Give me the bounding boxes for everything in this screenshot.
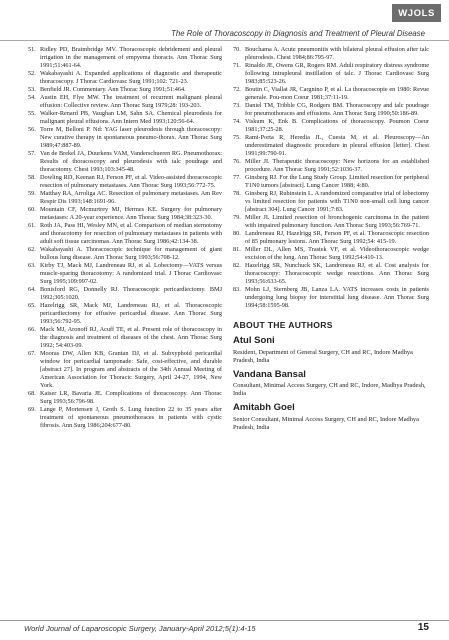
reference-text: Bonisford RG, Donnelly RJ. Thoracoscopic pericardiectomy. BMJ 1992;305:1020. [40, 286, 222, 302]
reference-text: Rinaldo JE, Owens GR, Rogers RM. Adult respiratory distress syndrome following intrapleural instillation of talc. J Thorac Cardiovasc Surg 1983;85:523-26. [245, 62, 429, 85]
reference-number: 77. [233, 174, 241, 182]
reference-text: Miller DL, Allen MS, Trastek VF, et al. Videothoracoscopic wedge excision of the lung. Ann Thorac Surg 1992;54:410-13. [245, 246, 429, 262]
reference-text: Ginsberg RJ, Rubinstein L. A randomized comparative trial of lobectomy vs limited resection for patients with T1N0 non-small cell lung cancer [abstract 304]. Lung Cancer 1991;7:83. [245, 190, 429, 213]
reference-number: 69. [28, 406, 36, 413]
about-authors-heading: ABOUT THE AUTHORS [233, 319, 333, 330]
left-column [28, 46, 222, 430]
reference-item [233, 214, 429, 230]
page-header [0, 0, 449, 28]
reference-item [233, 62, 429, 86]
right-column [233, 46, 429, 436]
reference-item [28, 286, 222, 302]
reference-number: 75. [233, 134, 241, 142]
reference-item [233, 230, 429, 246]
reference-item [28, 222, 222, 246]
reference-number: 63. [28, 262, 36, 270]
reference-number: 70. [233, 46, 241, 53]
reference-item [28, 206, 222, 222]
reference-number: 80. [233, 230, 241, 238]
reference-number: 51. [28, 46, 36, 53]
reference-item [28, 126, 222, 150]
reference-text: Mooras DW, Allen KB, Grantan DJ, et al. Subxyphoid pericardial window for pericardial tamponade: Safe, cost-effective, and durable [abstract 27]. In program and abstracts of the 34th Annual Meeting of American Association for Thoracic Surgery, April 24-27, 1994, New York. [40, 350, 222, 389]
author-affiliation: Resident, Department of General Surgery, CH and RC, Indore Madhya Pradesh, India [233, 348, 413, 364]
reference-text: Miller JI. Therapeutic thoracoscopy: New horizons for an established procedure. Ann Thorac Surg 1991;52:1036-37. [245, 158, 429, 173]
reference-item [28, 406, 222, 430]
reference-number: 58. [28, 174, 36, 182]
footer-divider [0, 620, 449, 621]
reference-item [233, 46, 429, 62]
reference-item [233, 134, 429, 158]
reference-number: 83. [233, 286, 241, 294]
reference-text: Viskum K, Enk B. Complications of thoracoscopy. Poumon Coeur 1981;37:25-28. [245, 118, 429, 133]
reference-item [28, 390, 222, 406]
reference-item [28, 94, 222, 110]
reference-number: 64. [28, 286, 36, 294]
author-affiliation: Senior Consultant, Minimal Access Surgery, CH and RC, Indore Madhya Pradesh, India [233, 416, 419, 432]
reference-number: 55. [28, 110, 36, 118]
reference-text: Walker-Renard PB, Vaughan LM, Sahn SA. Chemical pleurodesis for malignant pleural effusions. Ann Intern Med 1993;120:56-64. [40, 110, 222, 126]
reference-item [28, 70, 222, 86]
reference-text: Kaiser LR, Bavaria JE. Complications of thoracoscopy. Ann Thorac Surg 1993;56:796-98. [40, 389, 222, 405]
reference-item [28, 174, 222, 190]
reference-item [28, 150, 222, 174]
reference-text: Kirby TJ, Mack MJ, Landreneau RJ, et al. Lobectomy—VATS versus muscle-sparing thoracotomy: A randomized trial. J Thorac Cardiovasc Surg 1995;109:997-02. [40, 262, 222, 286]
reference-text: Van de Brekel JA, Duurkens VAM, Vanderschueren RG. Pneumothorax: Results of thoracoscopy and pleurodesis with talc poudrage and thoracotomy. Chest 1993;103:345-48. [40, 150, 222, 173]
reference-number: 61. [28, 222, 36, 230]
reference-number: 82. [233, 262, 241, 270]
journal-badge: WJOLS [392, 4, 441, 22]
reference-text: Bouchama A. Acute pneumonitis with bilateral pleural effusion after talc pleurodesis. Chest 1984;86:795-97. [245, 46, 429, 61]
reference-number: 57. [28, 150, 36, 158]
reference-text: Ridley PD, Braimbridge MV. Thoracoscopic debridement and pleural irrigation in the management of empyema thoracis. Ann Thorac Surg 1991;51:461-64. [40, 46, 222, 69]
reference-item [233, 286, 429, 310]
running-title: The Role of Thoracoscopy in Diagnosis and Treatment of Pleural Disease [171, 29, 425, 38]
author-block [233, 368, 429, 399]
reference-item [28, 326, 222, 350]
reference-text: Miller JI. Limited resection of bronchogenic carcinoma in the patient with impaired pulmonary function. Ann Thorac Surg 1993;56:769-71. [245, 214, 429, 230]
reference-text: Roth JA, Pass HI, Wesley MN, et al. Comparison of median sternotomy and thoracotomy for resection of pulmonary metastases in patients with adult soft tissue carcinomas. Ann Thorac Surg 1986;42:134-38. [40, 222, 222, 246]
reference-item [28, 190, 222, 206]
reference-number: 67. [28, 350, 36, 358]
reference-text: Mohn LJ, Sternberg JB, Lanza LA. VATS increases costs in patients undergoing lung biopsy for interstitial lung disease. Ann Thorac Surg 1994;58:1595-98. [245, 286, 429, 310]
reference-item [28, 302, 222, 326]
reference-number: 53. [28, 86, 36, 93]
header-divider [0, 40, 449, 41]
reference-item [28, 246, 222, 262]
reference-number: 59. [28, 190, 36, 198]
reference-number: 71. [233, 62, 241, 70]
reference-item [233, 190, 429, 214]
reference-item [233, 86, 429, 102]
reference-number: 81. [233, 246, 241, 254]
reference-number: 79. [233, 214, 241, 222]
reference-list-left [28, 46, 222, 430]
author-name: Amitabh Goel [233, 402, 295, 414]
reference-item [28, 262, 222, 286]
reference-text: Landreneau RJ, Hazelrigg SR, Ferson PF, et al. Thoracoscopic resection of 85 pulmonary lesions. Ann Thorac Surg 1992;54: 415-19. [245, 230, 429, 246]
reference-item [28, 350, 222, 389]
reference-item [233, 246, 429, 262]
reference-text: Austin EH, Flye MW. The treatment of recurrent malignant pleural effusion: Collective review. Ann Thorac Surg 1979;28: 193-203. [40, 94, 222, 110]
author-block [233, 334, 429, 365]
author-name: Vandana Bansal [233, 368, 306, 380]
reference-number: 54. [28, 94, 36, 102]
reference-item [233, 262, 429, 286]
author-affiliation: Consultant, Minimal Access Surgery, CH and RC, Indore, Madhya Pradesh, India [233, 382, 426, 398]
reference-number: 66. [28, 326, 36, 334]
reference-number: 56. [28, 126, 36, 134]
reference-number: 76. [233, 158, 241, 166]
reference-item [28, 86, 222, 94]
reference-text: Hazelrigg SR, Nunchuck SK, Landreneau RJ, et al. Cost analysis for thoracoscopy: Thoracoscopic wedge resections. Ann Thorac Surg 1993;56:633-65. [245, 262, 429, 286]
reference-item [233, 118, 429, 134]
reference-text: Daniel TM, Tribble CG, Rodgers BM. Thoracoscopy and talc poudrage for pneumothoraces and effusions. Ann Thorac Surg 1990;50:186-89. [245, 102, 429, 117]
reference-number: 65. [28, 302, 36, 310]
reference-number: 62. [28, 246, 36, 254]
reference-text: Hazelrigg SR, Mack MJ, Landreneau RJ, et al. Thoracoscopic pericardiectomy for effusive pericardial disease. Ann Thorac Surg 1993;56:792-95. [40, 302, 222, 326]
reference-text: Ginsberg RJ. For the Lung Study Group. Limited resection for peripheral T1N0 tumors [abstract]. Lung Cancer 1988; 4:80. [245, 174, 429, 190]
reference-text: Wakabayashi A. Thoracoscopic technique for management of giant bullous lung disease. Ann Thorac Surg 1993;56:708-12. [40, 246, 222, 262]
reference-number: 74. [233, 118, 241, 126]
reference-number: 60. [28, 206, 36, 214]
reference-number: 52. [28, 69, 36, 77]
reference-number: 78. [233, 190, 241, 198]
reference-number: 68. [28, 389, 36, 397]
reference-text: Torre M, Belloni P. Nd: YAG laser pleurodesis through thoracoscopy: New curative therapy in spontaneous pneumo-thorax. Ann Thorac Surg 1989;47:887-89. [40, 126, 222, 150]
reference-item [28, 110, 222, 126]
reference-text: Boutin C, Viallat JR, Cargnino P, et al. La thoracoscopie en 1980: Revue generale. Pou-mon Coeur 1981;37:11-19. [245, 86, 429, 101]
reference-list-right [233, 46, 429, 310]
reference-text: Matthay RA, Arroliga AC. Resection of pulmonary metastases. Am Rev Respir Dis 1993;148:1691-96. [40, 190, 222, 206]
reference-text: Mack MJ, Aronoff RJ, Acuff TE, et al. Present role of thoracoscopy in the diagnosis and treatment of diseases of the chest. Ann Thorac Surg 1992; 54:403-09. [40, 326, 222, 350]
author-name: Atul Soni [233, 334, 275, 346]
reference-item [233, 102, 429, 118]
reference-number: 73. [233, 102, 241, 110]
reference-text: Dowling RD, Keenan RJ, Ferson PF, et al. Video-assisted thoracoscopic resection of pulmonary metastases. Ann Thorac Surg 1993;56:772-75. [40, 174, 222, 190]
reference-text: Wakabayashi A. Expanded applications of diagnostic and therapeutic thoracoscopy. J Thorac Cardiovasc Surg 1991;102: 721-23. [40, 69, 222, 85]
reference-text: Rami-Porta R, Heredia JL, Cuesta M, et al. Pleuroscopy—An underestimated diagnostic procedure in pleural effusion [letter]. Chest 1991;99:790-91. [245, 134, 429, 157]
reference-number: 72. [233, 86, 241, 93]
page-number: 15 [417, 622, 429, 633]
reference-text: Benfield JR. Commentary. Ann Thorac Surg 1991;51:464. [40, 86, 186, 93]
reference-item [28, 46, 222, 70]
author-block [233, 404, 429, 432]
reference-text: Lange P, Mortensen J, Groth S. Lung function 22 to 35 years after treatment of spontaneous pneumothoraces in patients with cystic fibrosis. Ann Surg 1986;204:677-80. [40, 406, 222, 429]
reference-item [233, 174, 429, 190]
reference-text: Mountain CF, Mcmurtrey MJ, Hermes KE. Surgery for pulmonary metastases: A 20-year experience. Ann Thorac Surg 1984;38:323-30. [40, 206, 222, 222]
footer-citation: World Journal of Laparoscopic Surgery, January-April 2012;5(1):4-15 [24, 624, 256, 633]
reference-item [233, 158, 429, 174]
